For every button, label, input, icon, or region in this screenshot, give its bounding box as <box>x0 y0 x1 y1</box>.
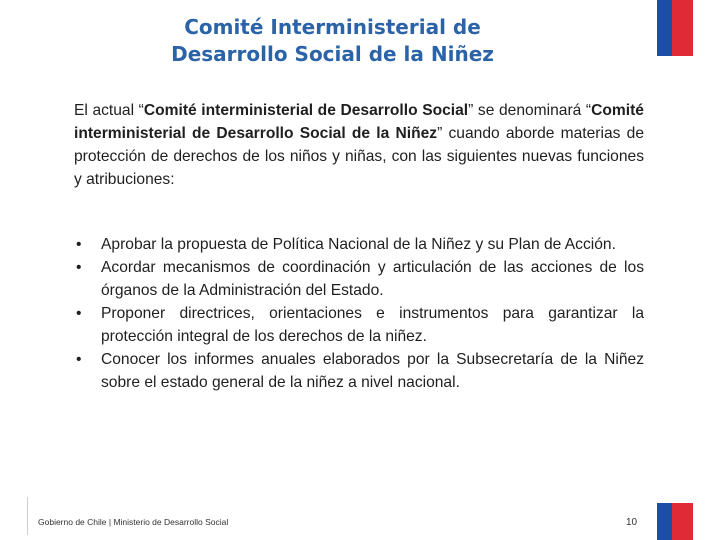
intro-bold-2: Comité interministerial de Desarrollo Social de la Niñez <box>74 102 644 142</box>
bullet-marker: • <box>76 236 82 253</box>
flag-blue-band <box>657 0 672 56</box>
list-item-text: Aprobar la propuesta de Política Nacional de la Niñez y su Plan de Acción. <box>101 236 616 253</box>
list-item-text: Acordar mecanismos de coordinación y articulación de las acciones de los órganos de la Administración del Estado. <box>101 259 644 299</box>
bullet-marker: • <box>76 351 82 368</box>
footer-divider <box>27 497 28 535</box>
flag-blue-band <box>657 503 672 540</box>
intro-text-2: ” se denominará “ <box>468 102 592 119</box>
page-number: 10 <box>626 517 638 528</box>
intro-bold-1: Comité interministerial de Desarrollo Social <box>143 102 469 119</box>
intro-paragraph <box>74 99 644 191</box>
slide-title-line-1: Comité Interministerial de <box>184 15 481 39</box>
intro-text-3: ” cuando aborde materias de protección de derechos de los niños y niñas, con las siguientes nuevas funciones y atribuciones: <box>74 125 644 188</box>
functions-list <box>74 233 644 394</box>
flag-stripe-bottom <box>657 503 693 540</box>
slide-title <box>80 14 585 68</box>
flag-red-band <box>672 503 693 540</box>
list-item <box>74 256 644 302</box>
list-item-text: Proponer directrices, orientaciones e instrumentos para garantizar la protección integral de los derechos de la niñez. <box>101 305 644 345</box>
intro-text-1: El actual “ <box>74 102 144 119</box>
list-item-text: Conocer los informes anuales elaborados por la Subsecretaría de la Niñez sobre el estado general de la niñez a nivel nacional. <box>101 351 644 391</box>
footer-org: Gobierno de Chile | Ministerio de Desarrollo Social <box>38 517 229 527</box>
bullet-marker: • <box>76 305 82 322</box>
list-item <box>74 233 644 256</box>
bullet-marker: • <box>76 259 82 276</box>
flag-stripe-top <box>657 0 693 56</box>
list-item <box>74 348 644 394</box>
list-item <box>74 302 644 348</box>
slide-title-line-2: Desarrollo Social de la Niñez <box>171 42 494 66</box>
flag-red-band <box>672 0 693 56</box>
